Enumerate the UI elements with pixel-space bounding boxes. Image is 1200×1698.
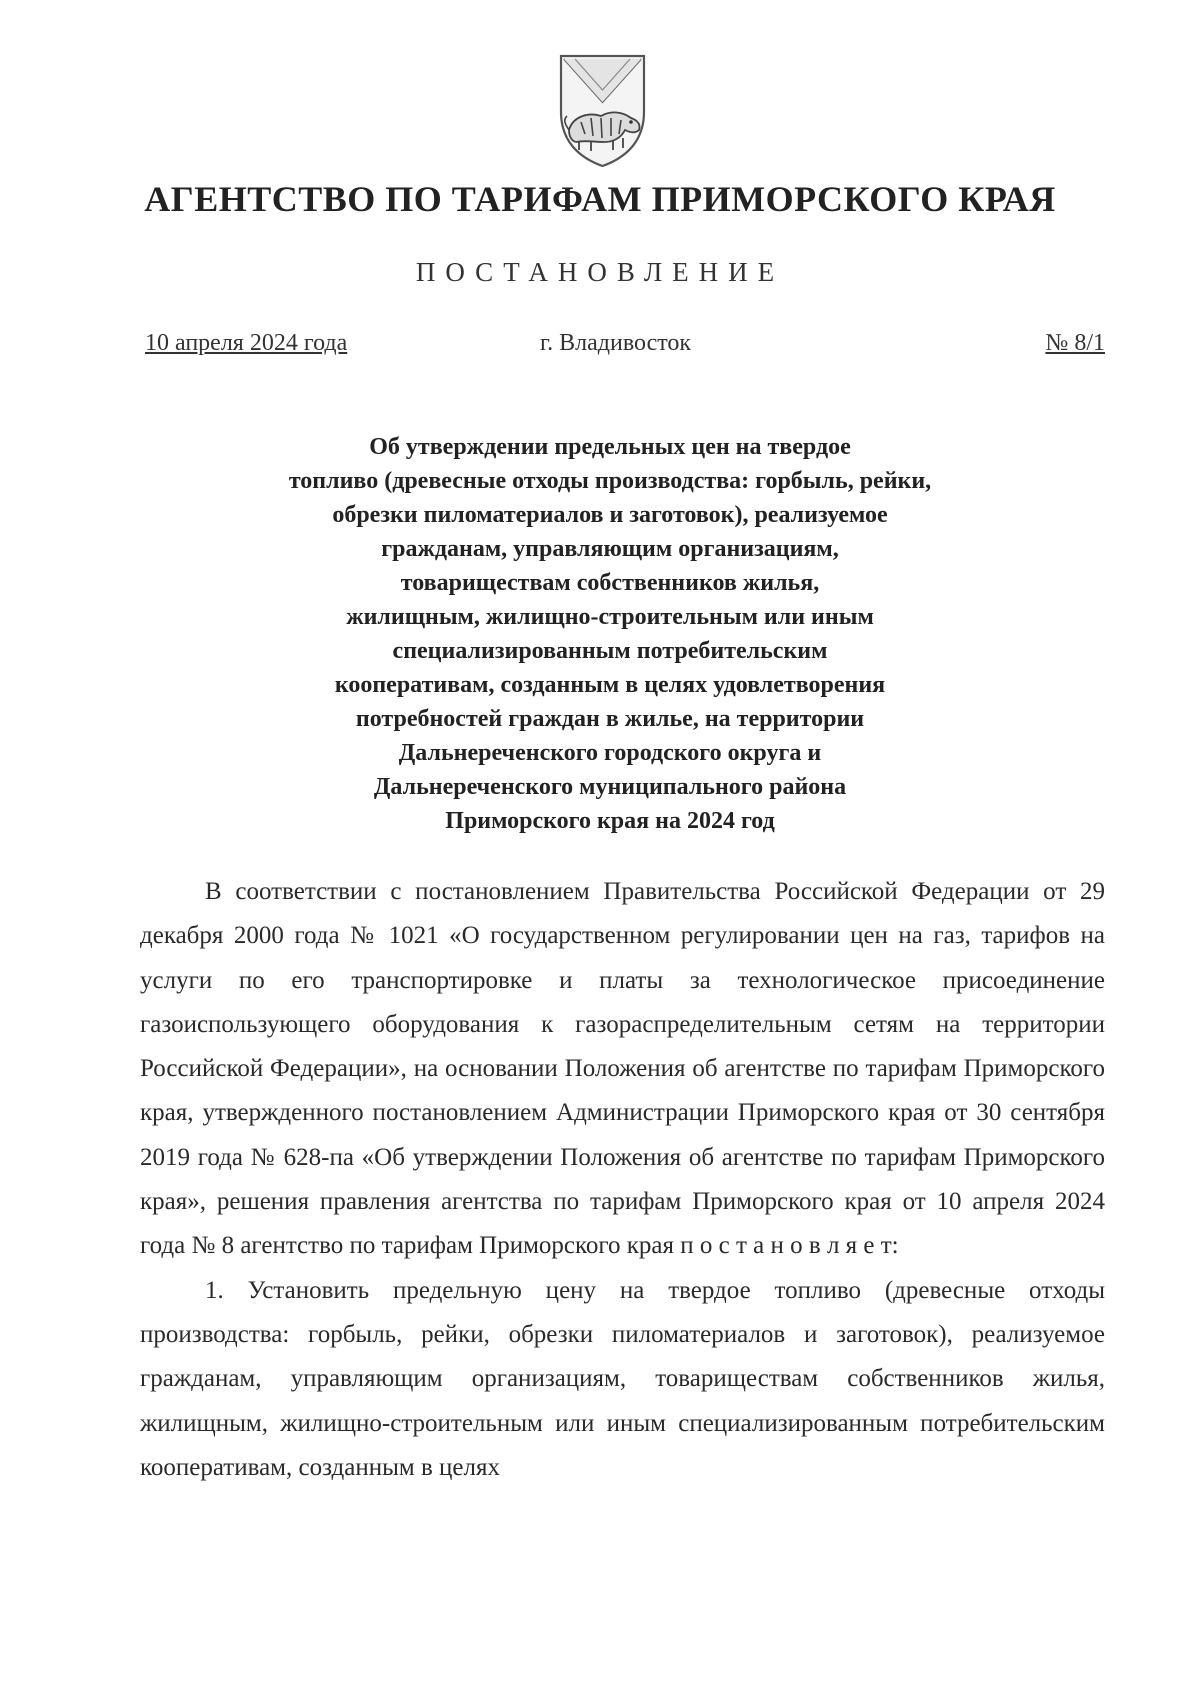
title-line: товариществам собственников жилья, [400, 570, 820, 596]
document-type: ПОСТАНОВЛЕНИЕ [415, 257, 785, 287]
title-line: Об утверждении предельных цен на твердое [369, 434, 851, 460]
document-city: г. Владивосток [540, 330, 692, 356]
title-line: кооперативам, созданным в целях удовлетворения [334, 672, 886, 698]
document-title [160, 430, 1060, 838]
document-date: 10 апреля 2024 года [145, 330, 348, 356]
title-line: топливо (древесные отходы производства: горбыль, рейки, [288, 468, 932, 494]
title-line: Приморского края на 2024 год [445, 808, 775, 834]
title-line: обрезки пиломатериалов и заготовок), реализуемое [332, 502, 888, 528]
agency-title: АГЕНТСТВО ПО ТАРИФАМ ПРИМОРСКОГО КРАЯ [144, 179, 1056, 219]
title-line: специализированным потребительским [392, 638, 828, 664]
document-body [140, 870, 1105, 1490]
body-paragraph: 1. Установить предельную цену на твердое топливо (древесные отходы производства: горбыль, рейки, обрезки пиломатериалов и заготовок), реализуемое гражданам, управляющим организациям, товариществам собственников жилья, жилищным, жилищно-строительным или иным специализированным потребительским кооперативам, созданным в целях [140, 1276, 1105, 1481]
document-number: № 8/1 [1045, 330, 1105, 356]
title-line: Дальнереченского муниципального района [373, 774, 847, 800]
primorsky-coat-of-arms-icon [555, 50, 650, 170]
body-paragraph: В соответствии с постановлением Правительства Российской Федерации от 29 декабря 2000 года № 1021 «О государственном регулировании цен на газ, тарифов на услуги по его транспортировке и платы за технологическое присоединение газоиспользующего оборудования к газораспределительным сетям на территории Российской Федерации», на основании Положения об агентстве по тарифам Приморского края, утвержденного постановлением Администрации Приморского края от 30 сентября 2019 года № 628-па «Об утверждении Положения об агентстве по тарифам Приморского края», решения правления агентства по тарифам Приморского края от 10 апреля 2024 года № 8 агентство по тарифам Приморского края п о с т а н о в л я е т: [140, 878, 1105, 1260]
title-line: жилищным, жилищно-строительным или иным [346, 604, 874, 630]
title-line: Дальнереченского городского округа и [398, 740, 822, 766]
title-line: потребностей граждан в жилье, на территории [355, 706, 865, 732]
document-meta [145, 330, 1105, 364]
title-line: гражданам, управляющим организациям, [381, 536, 839, 562]
